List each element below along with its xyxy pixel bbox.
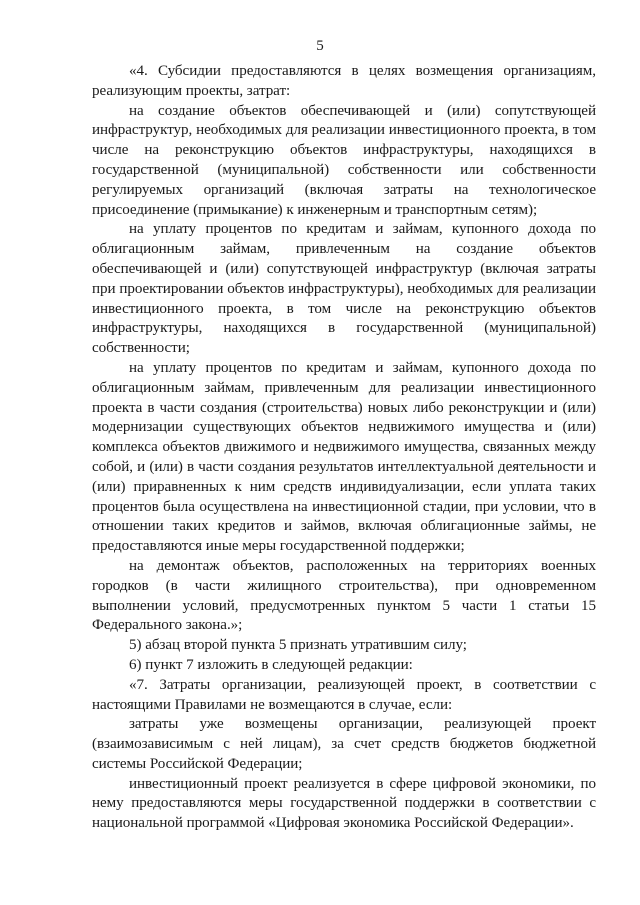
page-number: 5: [316, 38, 324, 54]
paragraph-digital-economy: инвестиционный проект реализуется в сфере цифровой экономики, по нему предоставляются меры государственной поддержки в соответствии с национальной программой «Цифровая экономика Российской Федерации».: [92, 775, 596, 832]
paragraph-costs-not-reimbursed: «7. Затраты организации, реализующей проект, в соответствии с настоящими Правилами не возмещаются в случае, если:: [92, 676, 596, 713]
paragraph-interest-infrastructure: на уплату процентов по кредитам и займам, купонного дохода по облигационным займам, привлеченным на создание объектов обеспечивающей и (или) сопутствующей инфраструктур (включая затраты при проектировании объектов инфраструктуры), необходимых для реализации инвестиционного проекта, в том числе на реконструкцию объектов инфраструктуры, находящихся в государственной (муниципальной) собственности;: [92, 221, 596, 357]
paragraph-infrastructure-creation: на создание объектов обеспечивающей и (или) сопутствующей инфраструктур, необходимых для реализации инвестиционного проекта, в том числе на реконструкцию объектов инфраструктуры, находящихся в государственной (муниципальной) собственности или собственности регулируемых организаций (включая затраты на технологическое присоединение (примыкание) к инженерным и транспортным сетям);: [92, 102, 596, 218]
paragraph-dismantling: на демонтаж объектов, расположенных на территориях военных городков (в части жилищного строительства), при одновременном выполнении условий, предусмотренных пунктом 5 части 1 статьи 15 Федерального закона.»;: [92, 557, 596, 634]
paragraph-subsidies-purpose: «4. Субсидии предоставляются в целях возмещения организациям, реализующим проекты, затрат:: [92, 63, 596, 99]
paragraph-item-5: 5) абзац второй пункта 5 признать утратившим силу;: [129, 637, 467, 654]
paragraph-interest-investment-project: на уплату процентов по кредитам и займам, купонного дохода по облигационным займам, привлеченным для реализации инвестиционного проекта в части создания (строительства) новых либо реконструкции и (или) модернизации существующих объектов недвижимого имущества и (или) комплекса объектов движимого и недвижимого имущества, связанных между собой, и (или) в части создания результатов интеллектуальной деятельности и (или) приравненных к ним средств индивидуализации, если уплата таких процентов была осуществлена на инвестиционной стадии, при условии, что в отношении таких кредитов и займов, включая облигационные займы, не предоставляются иные меры государственной поддержки;: [92, 359, 596, 555]
paragraph-item-6: 6) пункт 7 изложить в следующей редакции:: [129, 656, 413, 673]
document-body: [92, 62, 596, 834]
paragraph-already-reimbursed: затраты уже возмещены организации, реализующей проект (взаимозависимым с ней лицам), за счет средств бюджетов бюджетной системы Российской Федерации;: [92, 716, 596, 772]
